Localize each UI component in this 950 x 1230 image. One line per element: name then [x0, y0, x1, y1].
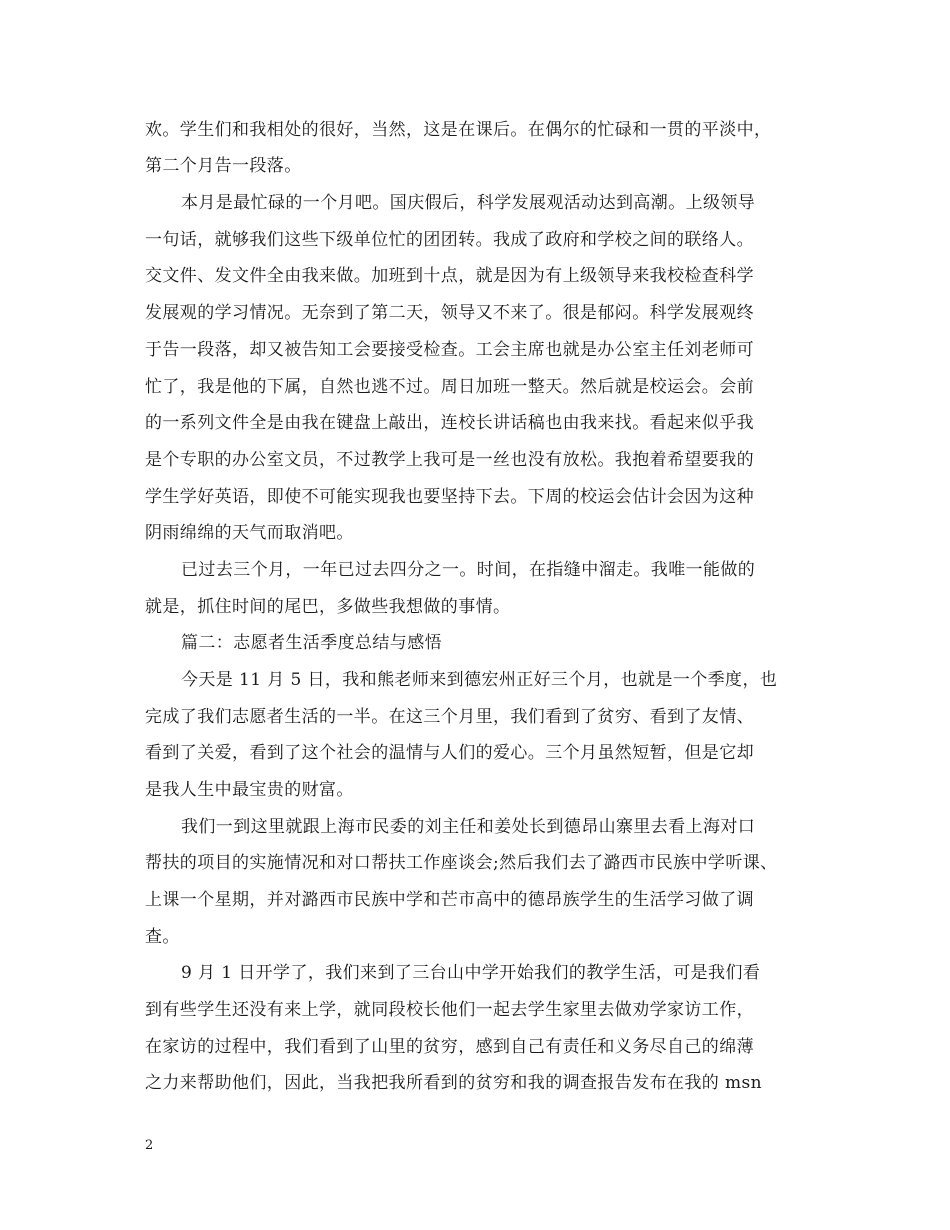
- section-heading: 篇二：志愿者生活季度总结与感悟: [181, 633, 442, 653]
- paragraph-start-line: 今天是 11 月 5 日，我和熊老师来到德宏州正好三个月，也就是一个季度，也: [181, 670, 778, 690]
- text-line: 看到了关爱，看到了这个社会的温情与人们的爱心。三个月虽然短暂，但是它却: [145, 743, 754, 763]
- text-line: 阴雨绵绵的天气而取消吧。: [145, 523, 354, 543]
- paragraph-start-line: 本月是最忙碌的一个月吧。国庆假后，科学发展观活动达到高潮。上级领导: [181, 193, 756, 213]
- text-line: 学生学好英语，即使不可能实现我也要坚持下去。下周的校运会估计会因为这种: [145, 487, 754, 507]
- paragraph-start-line: 已过去三个月，一年已过去四分之一。时间，在指缝中溜走。我唯一能做的: [181, 560, 756, 580]
- text-line: 帮扶的项目的实施情况和对口帮扶工作座谈会;然后我们去了潞西市民族中学听课、: [145, 853, 778, 873]
- text-line: 的一系列文件全是由我在键盘上敲出，连校长讲话稿也由我来找。看起来似乎我: [145, 413, 754, 433]
- text-line: 欢。学生们和我相处的很好，当然，这是在课后。在偶尔的忙碌和一贯的平淡中，: [145, 120, 772, 140]
- text-line: 到有些学生还没有来上学，就同段校长他们一起去学生家里去做劝学家访工作，: [145, 1000, 754, 1020]
- text-line: 上课一个星期，并对潞西市民族中学和芒市高中的德昂族学生的生活学习做了调: [145, 890, 754, 910]
- text-line: 忙了，我是他的下属，自然也逃不过。周日加班一整天。然后就是校运会。会前: [145, 377, 754, 397]
- paragraph-start-line: 我们一到这里就跟上海市民委的刘主任和姜处长到德昂山寨里去看上海对口: [181, 817, 756, 837]
- text-line: 就是，抓住时间的尾巴，多做些我想做的事情。: [145, 597, 511, 617]
- text-line: 第二个月告一段落。: [145, 156, 302, 176]
- text-line: 交文件、发文件全由我来做。加班到十点，就是因为有上级领导来我校检查科学: [145, 266, 754, 286]
- text-line: 查。: [145, 927, 180, 947]
- text-line: 之力来帮助他们，因此，当我把我所看到的贫穷和我的调查报告发布在我的 msn: [145, 1073, 762, 1093]
- text-line: 发展观的学习情况。无奈到了第二天，领导又不来了。很是郁闷。科学发展观终: [145, 303, 754, 323]
- text-line: 是个专职的办公室文员，不过教学上我可是一丝也没有放松。我抱着希望要我的: [145, 450, 754, 470]
- page-number: 2: [145, 1138, 154, 1153]
- text-line: 于告一段落，却又被告知工会要接受检查。工会主席也就是办公室主任刘老师可: [145, 340, 754, 360]
- text-line: 在家访的过程中，我们看到了山里的贫穷，感到自己有责任和义务尽自己的绵薄: [145, 1037, 754, 1057]
- text-line: 是我人生中最宝贵的财富。: [145, 780, 354, 800]
- text-line: 完成了我们志愿者生活的一半。在这三个月里，我们看到了贫穷、看到了友情、: [145, 707, 754, 727]
- paragraph-start-line: 9 月 1 日开学了，我们来到了三台山中学开始我们的教学生活，可是我们看: [181, 963, 761, 983]
- text-line: 一句话，就够我们这些下级单位忙的团团转。我成了政府和学校之间的联络人。: [145, 230, 754, 250]
